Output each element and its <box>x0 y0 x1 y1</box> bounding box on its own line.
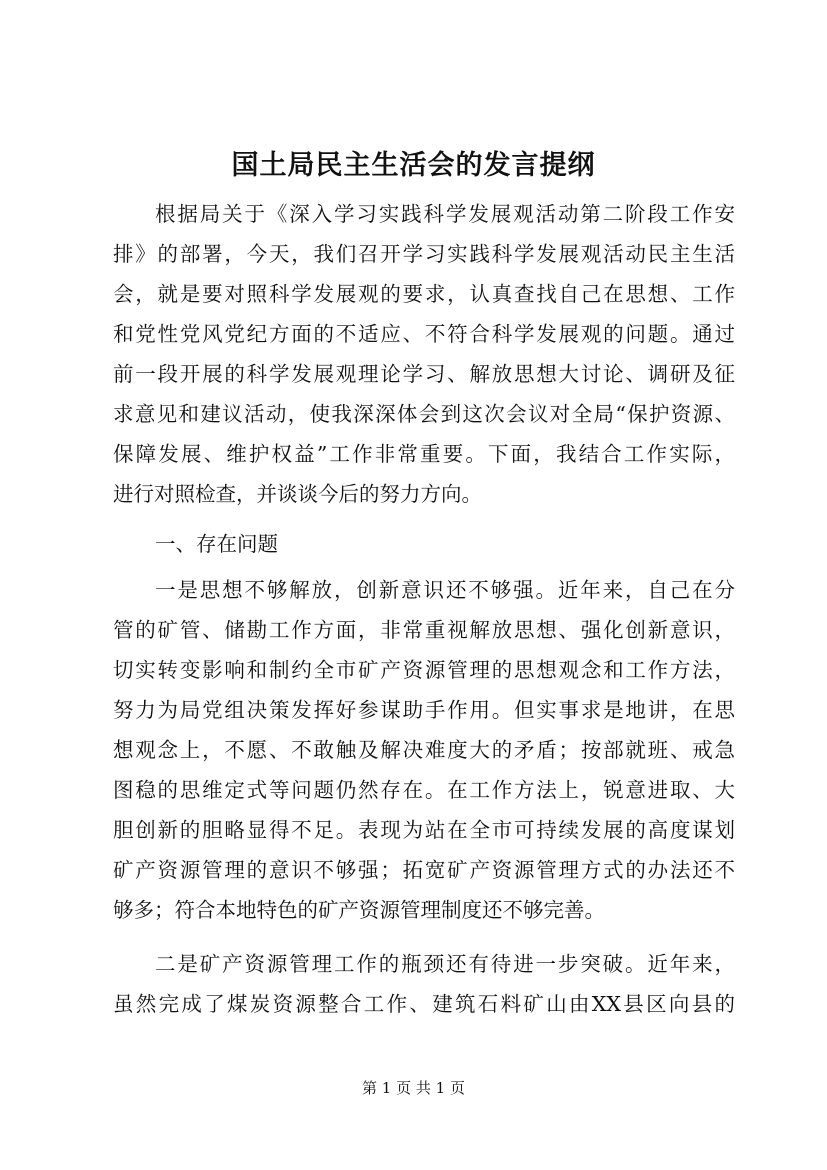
text-line: 二是矿产资源管理工作的瓶颈还有待进一步突破。近年来， <box>155 952 735 976</box>
text-line: 保障发展、维护权益”工作非常重要。下面，我结合工作实际， <box>113 442 735 466</box>
text-line: 努力为局党组决策发挥好参谋助手作用。但实事求是地讲，在思 <box>113 698 735 722</box>
text-line: 虽然完成了煤炭资源整合工作、建筑石料矿山由XX县区向县的 <box>113 992 735 1016</box>
text-line: 想观念上，不愿、不敢触及解决难度大的矛盾；按部就班、戒急 <box>113 738 735 762</box>
document-title: 国土局民主生活会的发言提纲 <box>231 150 596 181</box>
text-line: 够多；符合本地特色的矿产资源管理制度还不够完善。 <box>113 898 605 922</box>
text-line: 排》的部署，今天，我们召开学习实践科学发展观活动民主生活 <box>113 242 735 266</box>
text-line: 图稳的思维定式等问题仍然存在。在工作方法上，锐意进取、大 <box>113 778 735 802</box>
text-line: 胆创新的胆略显得不足。表现为站在全市可持续发展的高度谋划 <box>113 818 735 842</box>
text-line: 进行对照检查，并谈谈今后的努力方向。 <box>113 482 482 506</box>
text-line: 前一段开展的科学发展观理论学习、解放思想大讨论、调研及征 <box>113 362 735 386</box>
text-line: 和党性党风党纪方面的不适应、不符合科学发展观的问题。通过 <box>113 322 735 346</box>
page-footer: 第 1 页 共 1 页 <box>362 1079 465 1097</box>
text-line: 会，就是要对照科学发展观的要求，认真查找自己在思想、工作 <box>113 282 735 306</box>
text-line: 求意见和建议活动，使我深深体会到这次会议对全局“保护资源、 <box>113 402 735 426</box>
text-line: 一是思想不够解放，创新意识还不够强。近年来，自己在分 <box>155 578 735 602</box>
text-line: 切实转变影响和制约全市矿产资源管理的思想观念和工作方法， <box>113 658 735 682</box>
text-line: 管的矿管、储勘工作方面，非常重视解放思想、强化创新意识， <box>113 618 735 642</box>
section-heading: 一、存在问题 <box>155 532 278 556</box>
text-line: 矿产资源管理的意识不够强；拓宽矿产资源管理方式的办法还不 <box>113 858 735 882</box>
text-line: 根据局关于《深入学习实践科学发展观活动第二阶段工作安 <box>155 202 735 226</box>
